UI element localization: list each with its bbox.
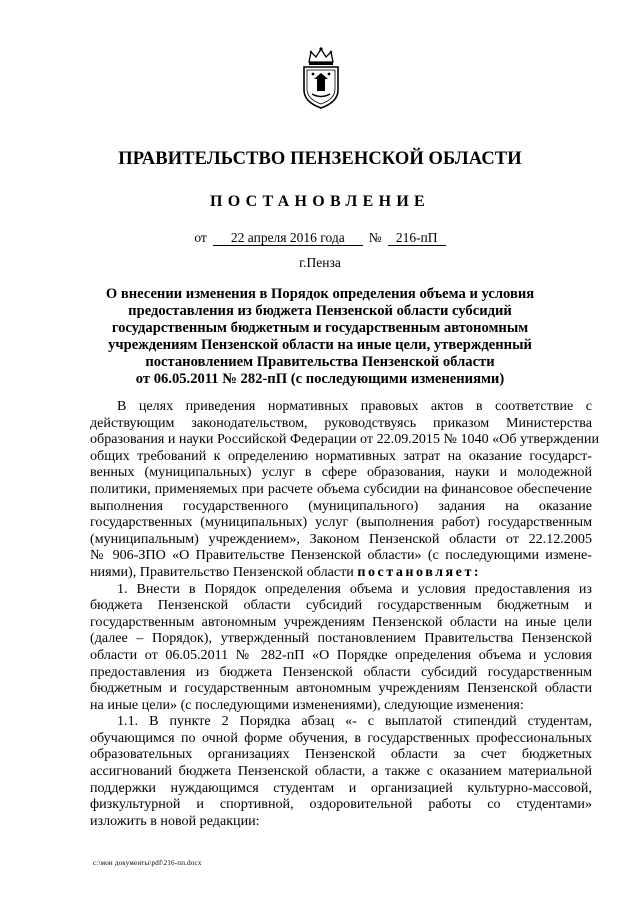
body-line: государственным автономным учреждениям Пензенской области на иные цели <box>90 613 592 630</box>
body-line: образования и науки Российской Федерации от 22.09.2015 № 1040 «Об утверждении <box>90 431 599 448</box>
decree-word: постановляет: <box>357 563 482 580</box>
body-line: ассигнований бюджета Пензенской области, а также с оказанием материальной <box>90 763 592 780</box>
body-line: государственных (муниципальных) услуг (выполнения работ) государственным <box>90 514 592 531</box>
body-line: (муниципальным) учреждением», Законом Пензенской области от 22.12.2005 <box>90 530 592 547</box>
decree-body <box>90 398 599 829</box>
title-line: учреждениям Пензенской области на иные цели, утвержденный <box>108 336 532 353</box>
body-line: бюджетным и государственным автономным учреждениям Пензенской области <box>90 680 592 697</box>
title-line: О внесении изменения в Порядок определения объема и условия <box>105 286 535 302</box>
body-line: поддержки нуждающимся студентам и организацией культурно-массовой, <box>90 779 592 796</box>
title-line: предоставления из бюджета Пензенской области субсидий <box>128 302 512 319</box>
government-title: ПРАВИТЕЛЬСТВО ПЕНЗЕНСКОЙ ОБЛАСТИ <box>118 149 522 169</box>
body-line: (далее – Порядок), утвержденный постановлением Правительства Пензенской <box>90 630 592 647</box>
body-line: 1.1. В пункте 2 Порядка абзац «- с выплатой стипендий студентам, <box>117 713 592 730</box>
body-line: 1. Внести в Порядок определения объема и условия предоставления из <box>117 580 592 597</box>
body-line: обучающимся по очной форме обучения, в государственных профессиональных <box>90 729 592 746</box>
body-line: области от 06.05.2011 № 282-пП «О Порядке определения объема и условия <box>90 646 592 663</box>
decree-title <box>100 286 540 387</box>
body-line: предоставления из бюджета Пензенской области субсидий государственным <box>90 663 592 680</box>
decree-number: 216-пП <box>388 230 446 246</box>
penza-coat-of-arms-icon <box>299 46 343 110</box>
date-prefix: от <box>194 230 207 245</box>
body-line: на иные цели» (с последующими изменениями), следующие изменения: <box>90 696 524 713</box>
body-line: № 906-ЗПО «О Правительстве Пензенской области» (с последующими измене- <box>90 547 592 564</box>
number-prefix: № <box>368 230 382 245</box>
body-line: политики, применяемых при расчете объема субсидии на финансовое обеспечение <box>90 480 592 497</box>
body-line: действующим законодательством, руководствуясь приказом Министерства <box>90 414 592 431</box>
body-line: изложить в новой редакции: <box>90 812 260 829</box>
body-line: венных (муниципальных) услуг в сфере образования, науки и молодежной <box>90 464 592 481</box>
body-line: В целях приведения нормативных правовых актов в соответствие с <box>117 398 592 414</box>
body-line-decree <box>90 564 592 581</box>
city: г.Пенза <box>299 255 341 270</box>
body-line: ниями), Правительство Пензенской области <box>90 563 358 580</box>
title-line: от 06.05.2011 № 282-пП (с последующими изменениями) <box>135 370 505 387</box>
body-line: образовательных организациях Пензенской области за счет бюджетных <box>90 746 592 763</box>
decree-date: 22 апреля 2016 года <box>213 230 363 246</box>
document-type: ПОСТАНОВЛЕНИЕ <box>209 193 431 210</box>
file-path-footer: c:\мои документы\pdf\216-пп.docx <box>93 859 202 867</box>
title-line: государственным бюджетным и государственным автономным <box>111 319 529 336</box>
body-line: выполнения государственного (муниципального) задания на оказание <box>90 497 592 514</box>
body-line: физкультурной и спортивной, оздоровительной работы со студентами» <box>90 796 592 813</box>
title-line: постановлением Правительства Пензенской области <box>145 353 495 370</box>
body-line: общих требований к определению нормативных затрат на оказание государст- <box>90 447 592 464</box>
body-line: бюджета Пензенской области субсидий государственным бюджетным и <box>90 597 592 614</box>
date-line <box>0 230 640 246</box>
